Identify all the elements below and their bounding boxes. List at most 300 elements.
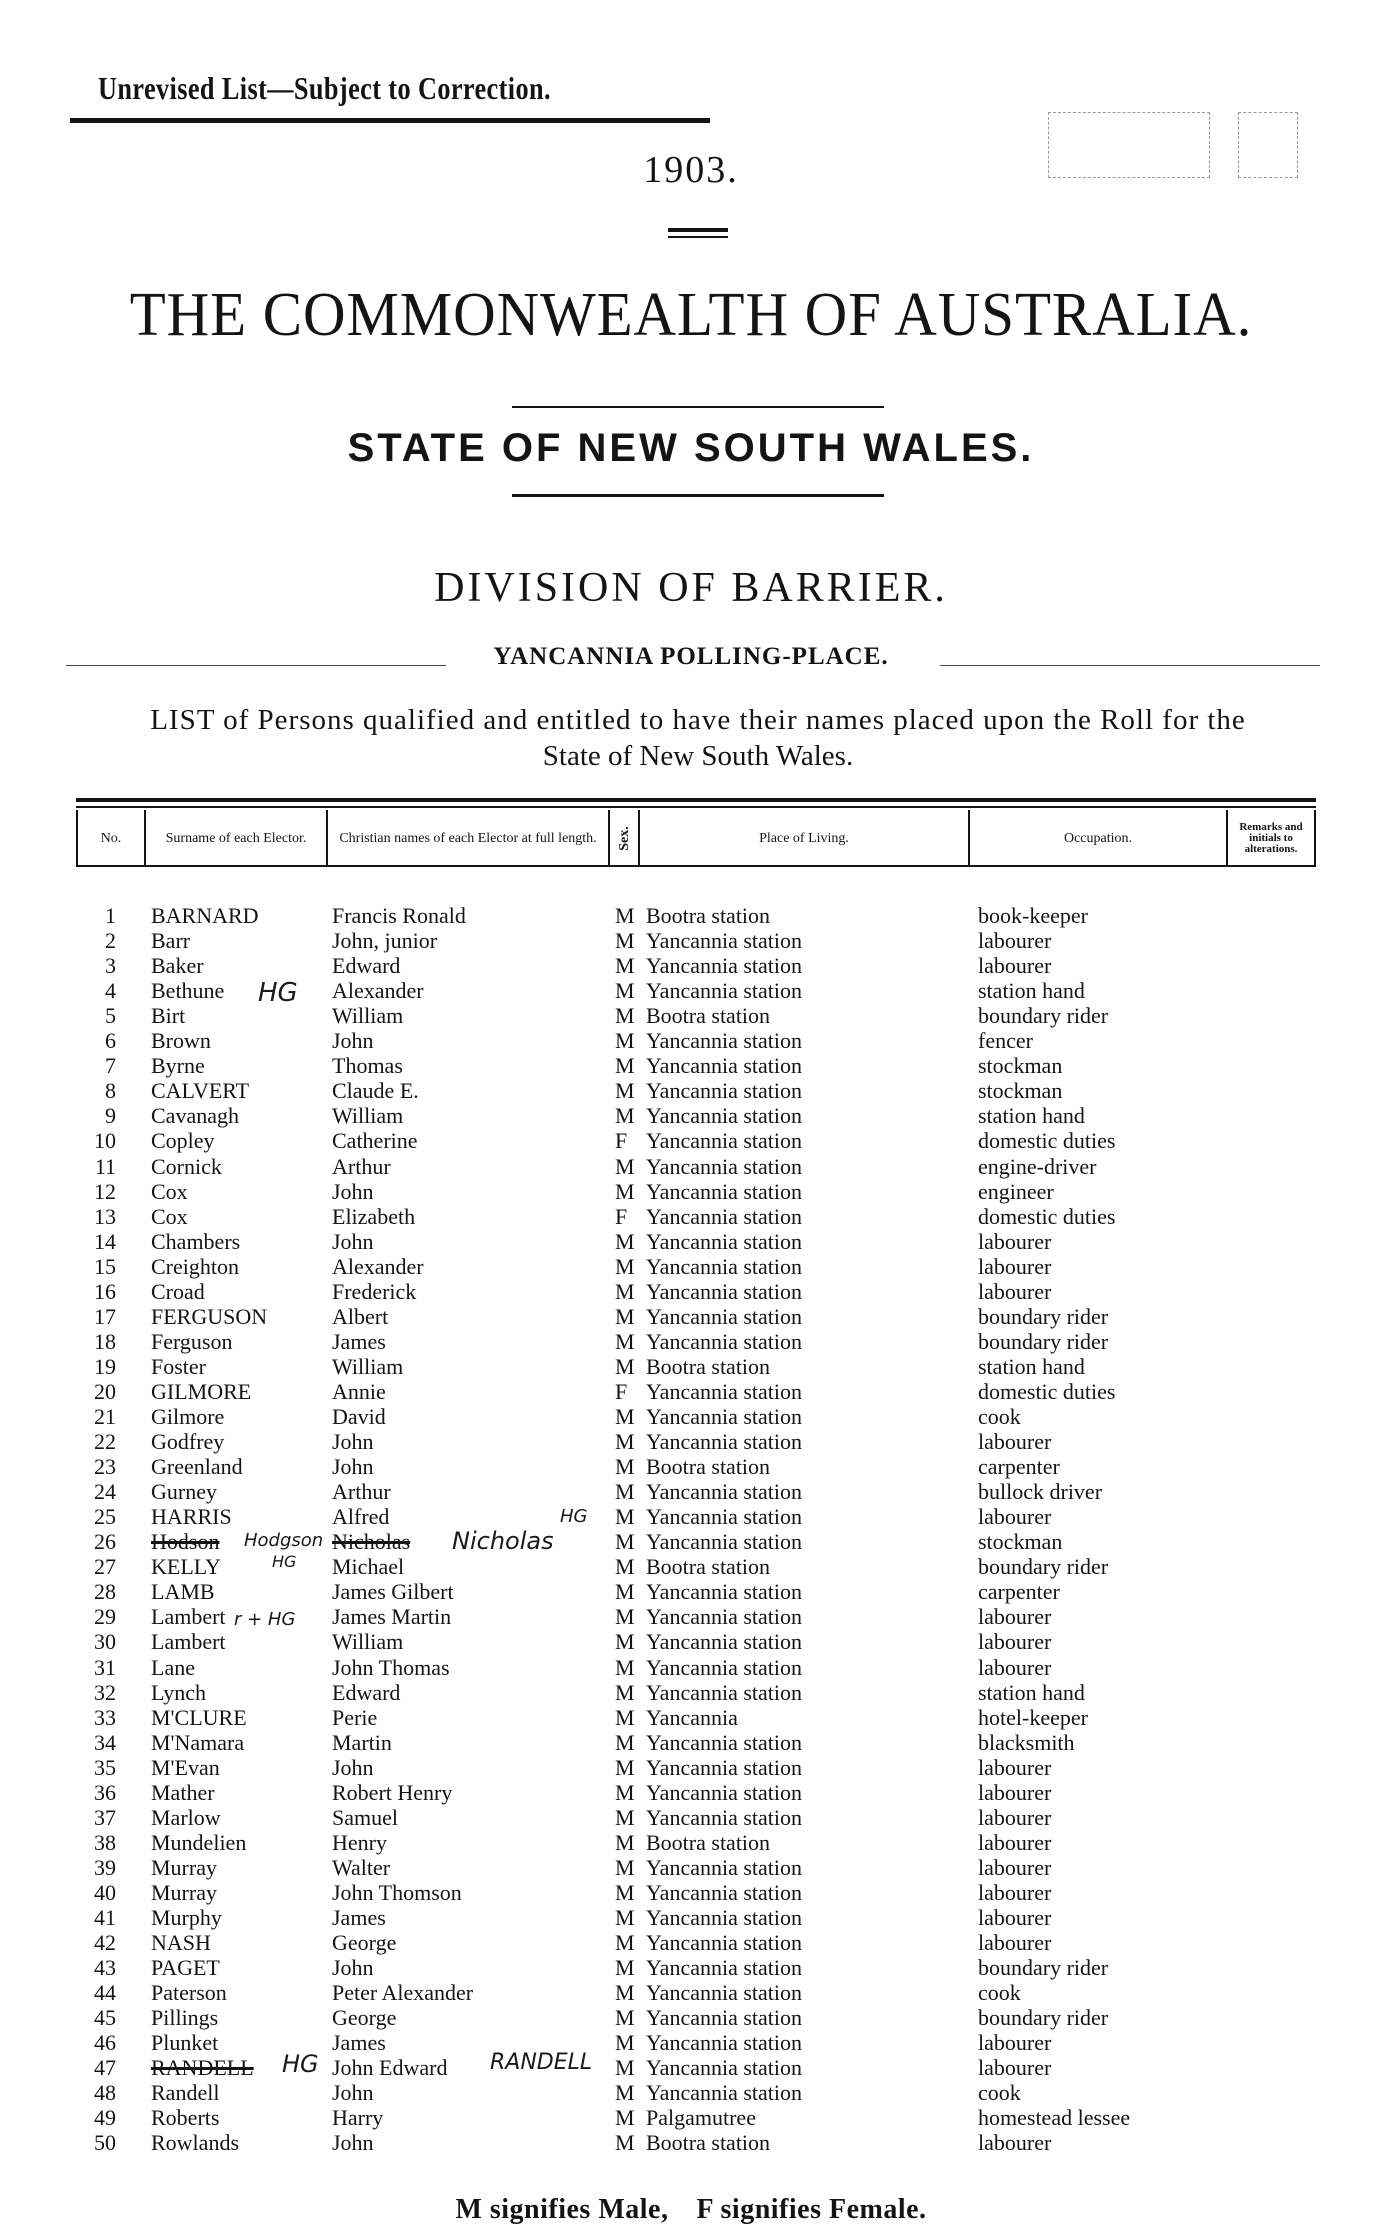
row-sex: M bbox=[615, 1804, 635, 1830]
divider bbox=[668, 236, 728, 238]
table-top-rule bbox=[76, 798, 1316, 802]
row-number: 21 bbox=[94, 1404, 116, 1429]
row-christian-names: James bbox=[332, 1905, 386, 1930]
row-place-of-living: Yancannia station bbox=[646, 1053, 803, 1079]
row-place-of-living: Yancannia station bbox=[646, 1504, 803, 1530]
row-christian-names: Henry bbox=[332, 1829, 387, 1855]
row-place-of-living: Yancannia station bbox=[646, 953, 803, 979]
row-place-of-living: Yancannia station bbox=[646, 1278, 803, 1304]
row-place-of-living: Yancannia station bbox=[646, 1930, 803, 1956]
row-sex: M bbox=[615, 1303, 635, 1329]
row-sex: M bbox=[615, 1003, 635, 1029]
row-number: 1 bbox=[105, 903, 116, 928]
row-surname: Copley bbox=[151, 1128, 215, 1154]
row-sex: M bbox=[615, 1103, 635, 1129]
handwritten-initials: HG bbox=[258, 978, 298, 1008]
row-christian-names: John bbox=[332, 1228, 374, 1254]
row-surname: Plunket bbox=[151, 2030, 219, 2056]
row-sex: M bbox=[615, 1905, 635, 1930]
row-surname: Marlow bbox=[151, 1804, 221, 1830]
row-christian-names: Arthur bbox=[332, 1153, 391, 1179]
row-occupation: labourer bbox=[978, 1228, 1052, 1254]
row-number: 37 bbox=[94, 1804, 116, 1830]
handwritten-initials: HG bbox=[560, 1506, 588, 1527]
row-number: 19 bbox=[94, 1353, 116, 1379]
row-occupation: boundary rider bbox=[978, 1328, 1109, 1354]
row-surname: Lambert bbox=[151, 1629, 226, 1655]
table-row bbox=[0, 2030, 1382, 2055]
table-row bbox=[0, 1830, 1382, 1855]
row-surname: M'Evan bbox=[151, 1754, 220, 1780]
row-surname: PAGET bbox=[151, 1955, 220, 1981]
row-christian-names: Perie bbox=[332, 1704, 378, 1730]
table-row bbox=[0, 1179, 1382, 1204]
row-occupation: domestic duties bbox=[978, 1203, 1116, 1229]
row-christian-names: John bbox=[332, 1429, 374, 1455]
row-occupation: station hand bbox=[978, 1103, 1085, 1129]
row-sex: M bbox=[615, 978, 635, 1004]
row-christian-names: James bbox=[332, 2030, 386, 2056]
row-sex: M bbox=[615, 2130, 635, 2156]
row-christian-names: Nicholas bbox=[332, 1529, 411, 1555]
row-surname: Brown bbox=[151, 1028, 211, 1054]
row-occupation: fencer bbox=[978, 1028, 1033, 1054]
row-number: 41 bbox=[94, 1905, 116, 1930]
handwritten-surname-correction: Hodgson bbox=[244, 1530, 324, 1551]
row-number: 45 bbox=[94, 2005, 116, 2031]
row-number: 49 bbox=[94, 2105, 116, 2131]
table-row bbox=[0, 1254, 1382, 1279]
row-sex: M bbox=[615, 1529, 635, 1555]
row-number: 12 bbox=[94, 1178, 116, 1204]
table-row bbox=[0, 2005, 1382, 2030]
row-surname: M'Namara bbox=[151, 1729, 245, 1755]
row-occupation: labourer bbox=[978, 1754, 1052, 1780]
division-heading: DIVISION OF BARRIER. bbox=[434, 565, 948, 611]
row-occupation: labourer bbox=[978, 953, 1052, 979]
row-number: 22 bbox=[94, 1429, 116, 1455]
row-christian-names: Walter bbox=[332, 1854, 391, 1880]
row-occupation: station hand bbox=[978, 1353, 1085, 1379]
sex-legend bbox=[0, 2194, 1382, 2226]
row-sex: M bbox=[615, 2055, 635, 2081]
row-occupation: labourer bbox=[978, 1429, 1052, 1455]
table-row bbox=[0, 1429, 1382, 1454]
row-place-of-living: Yancannia station bbox=[646, 2055, 803, 2081]
table-row bbox=[0, 1304, 1382, 1329]
row-surname: Gurney bbox=[151, 1479, 217, 1505]
row-place-of-living: Yancannia station bbox=[646, 1203, 803, 1229]
row-number: 7 bbox=[105, 1053, 116, 1079]
row-surname: Ferguson bbox=[151, 1328, 233, 1354]
row-surname: Lane bbox=[151, 1654, 195, 1680]
row-surname: Mather bbox=[151, 1779, 215, 1805]
row-occupation: carpenter bbox=[978, 1579, 1060, 1605]
row-number: 18 bbox=[94, 1328, 116, 1354]
row-occupation: bullock driver bbox=[978, 1479, 1103, 1505]
row-place-of-living: Yancannia station bbox=[646, 1879, 803, 1905]
row-surname: Gilmore bbox=[151, 1404, 225, 1429]
row-number: 50 bbox=[94, 2130, 116, 2156]
row-sex: M bbox=[615, 1654, 635, 1680]
row-sex: M bbox=[615, 1579, 635, 1605]
row-christian-names: Thomas bbox=[332, 1053, 403, 1079]
row-place-of-living: Yancannia station bbox=[646, 1955, 803, 1981]
row-christian-names: Michael bbox=[332, 1554, 405, 1580]
row-occupation: labourer bbox=[978, 1779, 1052, 1805]
row-surname: Mundelien bbox=[151, 1829, 247, 1855]
divider bbox=[512, 406, 884, 408]
row-surname: Randell bbox=[151, 2080, 220, 2106]
table-top-rule bbox=[76, 806, 1316, 808]
row-number: 9 bbox=[105, 1103, 116, 1129]
table-row bbox=[0, 1454, 1382, 1479]
row-sex: F bbox=[615, 1378, 628, 1404]
table-row bbox=[0, 1204, 1382, 1229]
row-occupation: cook bbox=[978, 2080, 1021, 2106]
row-occupation: homestead lessee bbox=[978, 2105, 1131, 2131]
row-place-of-living: Yancannia station bbox=[646, 1103, 803, 1129]
row-place-of-living: Palgamutree bbox=[646, 2105, 756, 2131]
column-divider bbox=[1314, 810, 1316, 866]
handwritten-surname-correction: RANDELL bbox=[490, 2050, 593, 2075]
row-place-of-living: Bootra station bbox=[646, 903, 771, 928]
row-sex: M bbox=[615, 1980, 635, 2006]
row-surname: Cornick bbox=[151, 1153, 222, 1179]
row-christian-names: Alexander bbox=[332, 1253, 424, 1279]
row-number: 5 bbox=[105, 1003, 116, 1029]
row-sex: M bbox=[615, 2105, 635, 2131]
row-occupation: blacksmith bbox=[978, 1729, 1075, 1755]
row-surname: Croad bbox=[151, 1278, 205, 1304]
row-place-of-living: Yancannia station bbox=[646, 1905, 803, 1930]
divider bbox=[512, 494, 884, 497]
row-occupation: domestic duties bbox=[978, 1378, 1116, 1404]
row-place-of-living: Yancannia station bbox=[646, 1854, 803, 1880]
table-row bbox=[0, 1705, 1382, 1730]
year: 1903. bbox=[643, 149, 739, 191]
table-row bbox=[0, 2130, 1382, 2155]
table-row bbox=[0, 1655, 1382, 1680]
row-sex: M bbox=[615, 1479, 635, 1505]
row-occupation: domestic duties bbox=[978, 1128, 1116, 1154]
header-christian-names: Christian names of each Elector at full length. bbox=[339, 830, 597, 846]
row-christian-names: John bbox=[332, 1754, 374, 1780]
row-place-of-living: Yancannia station bbox=[646, 1028, 803, 1054]
row-christian-names: Robert Henry bbox=[332, 1779, 453, 1805]
row-number: 4 bbox=[105, 978, 116, 1004]
row-sex: F bbox=[615, 1128, 628, 1154]
row-occupation: boundary rider bbox=[978, 1955, 1109, 1981]
row-christian-names: John Edward bbox=[332, 2055, 448, 2081]
row-christian-names: Claude E. bbox=[332, 1078, 419, 1104]
row-sex: M bbox=[615, 1754, 635, 1780]
row-christian-names: John bbox=[332, 1454, 374, 1480]
row-number: 34 bbox=[94, 1729, 116, 1755]
table-row bbox=[0, 1930, 1382, 1955]
row-christian-names: Arthur bbox=[332, 1479, 391, 1505]
row-number: 10 bbox=[94, 1128, 116, 1154]
row-place-of-living: Bootra station bbox=[646, 1003, 771, 1029]
row-surname: Rowlands bbox=[151, 2130, 239, 2156]
row-sex: M bbox=[615, 1704, 635, 1730]
handwritten-initials: HG bbox=[282, 2050, 319, 2078]
document-title: THE COMMONWEALTH OF AUSTRALIA. bbox=[129, 281, 1253, 349]
table-row bbox=[0, 1154, 1382, 1179]
row-surname: FERGUSON bbox=[151, 1303, 268, 1329]
handwritten-initials: HG bbox=[272, 1552, 297, 1571]
handwritten-initials: r + HG bbox=[234, 1609, 296, 1630]
row-sex: M bbox=[615, 1328, 635, 1354]
row-number: 44 bbox=[94, 1980, 116, 2006]
row-surname: Cavanagh bbox=[151, 1103, 239, 1129]
row-sex: M bbox=[615, 1253, 635, 1279]
row-number: 27 bbox=[94, 1554, 116, 1580]
row-place-of-living: Bootra station bbox=[646, 1353, 771, 1379]
row-sex: M bbox=[615, 1629, 635, 1655]
row-christian-names: John bbox=[332, 1178, 374, 1204]
row-place-of-living: Yancannia station bbox=[646, 1804, 803, 1830]
row-occupation: station hand bbox=[978, 978, 1085, 1004]
row-number: 11 bbox=[94, 1153, 116, 1179]
row-place-of-living: Yancannia station bbox=[646, 1579, 803, 1605]
row-sex: M bbox=[615, 953, 635, 979]
row-surname: NASH bbox=[151, 1930, 211, 1956]
row-christian-names: John bbox=[332, 2130, 374, 2156]
table-row bbox=[0, 2105, 1382, 2130]
row-christian-names: William bbox=[332, 1629, 404, 1655]
header-sex bbox=[610, 812, 638, 864]
row-number: 8 bbox=[105, 1078, 116, 1104]
row-surname: Paterson bbox=[151, 1980, 227, 2006]
row-surname: Lynch bbox=[151, 1679, 206, 1705]
row-sex: M bbox=[615, 1053, 635, 1079]
row-place-of-living: Yancannia station bbox=[646, 2030, 803, 2056]
row-number: 40 bbox=[94, 1879, 116, 1905]
row-number: 47 bbox=[94, 2055, 116, 2081]
row-sex: M bbox=[615, 1504, 635, 1530]
row-surname: Lambert bbox=[151, 1604, 226, 1630]
row-surname: KELLY bbox=[151, 1554, 221, 1580]
row-christian-names: George bbox=[332, 1930, 397, 1956]
row-place-of-living: Yancannia station bbox=[646, 1779, 803, 1805]
row-number: 26 bbox=[94, 1529, 116, 1555]
row-christian-names: Samuel bbox=[332, 1804, 398, 1830]
row-occupation: carpenter bbox=[978, 1454, 1060, 1480]
row-occupation: stockman bbox=[978, 1053, 1063, 1079]
header-place-of-living: Place of Living. bbox=[759, 830, 849, 846]
notice-underline bbox=[70, 118, 710, 123]
table-row bbox=[0, 1128, 1382, 1153]
row-christian-names: David bbox=[332, 1404, 386, 1429]
row-sex: M bbox=[615, 2005, 635, 2031]
row-sex: M bbox=[615, 1228, 635, 1254]
row-christian-names: William bbox=[332, 1003, 404, 1029]
table-row bbox=[0, 1680, 1382, 1705]
row-surname: Godfrey bbox=[151, 1429, 225, 1455]
row-number: 23 bbox=[94, 1454, 116, 1480]
table-row bbox=[0, 953, 1382, 978]
row-surname: Cox bbox=[151, 1178, 188, 1204]
row-surname: Bethune bbox=[151, 978, 225, 1004]
row-christian-names: Francis Ronald bbox=[332, 903, 466, 928]
row-number: 46 bbox=[94, 2030, 116, 2056]
row-surname: Murray bbox=[151, 1879, 217, 1905]
row-christian-names: Alfred bbox=[332, 1504, 390, 1530]
row-number: 15 bbox=[94, 1253, 116, 1279]
row-place-of-living: Yancannia station bbox=[646, 1529, 803, 1555]
row-sex: M bbox=[615, 1879, 635, 1905]
row-sex: M bbox=[615, 2030, 635, 2056]
row-surname: Pillings bbox=[151, 2005, 219, 2031]
row-sex: M bbox=[615, 1854, 635, 1880]
row-number: 29 bbox=[94, 1604, 116, 1630]
row-number: 30 bbox=[94, 1629, 116, 1655]
table-row bbox=[0, 1479, 1382, 1504]
row-place-of-living: Bootra station bbox=[646, 2130, 771, 2156]
row-sex: M bbox=[615, 903, 635, 928]
table-head-rule bbox=[76, 865, 1316, 867]
row-number: 3 bbox=[105, 953, 116, 979]
row-christian-names: Catherine bbox=[332, 1128, 418, 1154]
row-christian-names: James Gilbert bbox=[332, 1579, 454, 1605]
header-remarks: Remarks and initials to alterations. bbox=[1239, 820, 1303, 855]
legend-male: M signifies Male, bbox=[455, 2194, 669, 2225]
intro-line-2: State of New South Wales. bbox=[542, 740, 854, 772]
row-christian-names: Edward bbox=[332, 1679, 401, 1705]
row-place-of-living: Yancannia station bbox=[646, 1980, 803, 2006]
row-surname: Birt bbox=[151, 1003, 186, 1029]
row-surname: HARRIS bbox=[151, 1504, 232, 1530]
row-sex: M bbox=[615, 1153, 635, 1179]
row-christian-names: Albert bbox=[332, 1303, 389, 1329]
row-occupation: labourer bbox=[978, 1854, 1052, 1880]
row-number: 25 bbox=[94, 1504, 116, 1530]
row-occupation: labourer bbox=[978, 2055, 1052, 2081]
row-surname: LAMB bbox=[151, 1579, 215, 1605]
row-occupation: stockman bbox=[978, 1529, 1063, 1555]
row-surname: Barr bbox=[151, 928, 191, 954]
row-place-of-living: Yancannia bbox=[646, 1704, 738, 1730]
table-row bbox=[0, 903, 1382, 928]
row-number: 14 bbox=[94, 1228, 116, 1254]
row-occupation: boundary rider bbox=[978, 2005, 1109, 2031]
table-row bbox=[0, 1629, 1382, 1654]
row-occupation: labourer bbox=[978, 1654, 1052, 1680]
intro-text bbox=[66, 702, 1330, 774]
row-christian-names: Frederick bbox=[332, 1278, 417, 1304]
row-sex: M bbox=[615, 1028, 635, 1054]
row-place-of-living: Yancannia station bbox=[646, 1429, 803, 1455]
row-sex: M bbox=[615, 1454, 635, 1480]
row-occupation: labourer bbox=[978, 1829, 1052, 1855]
notice-heading: Unrevised List—Subject to Correction. bbox=[98, 70, 551, 106]
row-christian-names: Alexander bbox=[332, 978, 424, 1004]
table-row bbox=[0, 1229, 1382, 1254]
row-christian-names: John Thomas bbox=[332, 1654, 450, 1680]
row-place-of-living: Bootra station bbox=[646, 1454, 771, 1480]
row-occupation: labourer bbox=[978, 1629, 1052, 1655]
row-surname: M'CLURE bbox=[151, 1704, 247, 1730]
row-occupation: engine-driver bbox=[978, 1153, 1097, 1179]
row-place-of-living: Yancannia station bbox=[646, 1679, 803, 1705]
row-number: 6 bbox=[105, 1028, 116, 1054]
row-number: 35 bbox=[94, 1754, 116, 1780]
row-sex: M bbox=[615, 1779, 635, 1805]
row-christian-names: Annie bbox=[332, 1378, 386, 1404]
row-occupation: station hand bbox=[978, 1679, 1085, 1705]
row-number: 39 bbox=[94, 1854, 116, 1880]
table-row bbox=[0, 1279, 1382, 1304]
row-place-of-living: Yancannia station bbox=[646, 1629, 803, 1655]
row-sex: M bbox=[615, 1178, 635, 1204]
row-place-of-living: Yancannia station bbox=[646, 1153, 803, 1179]
table-row bbox=[0, 978, 1382, 1003]
row-number: 32 bbox=[94, 1679, 116, 1705]
row-occupation: boundary rider bbox=[978, 1003, 1109, 1029]
row-occupation: labourer bbox=[978, 1253, 1052, 1279]
header-sex-label: Sex. bbox=[616, 825, 632, 851]
row-christian-names: Elizabeth bbox=[332, 1203, 416, 1229]
table-row bbox=[0, 1755, 1382, 1780]
table-row bbox=[0, 1028, 1382, 1053]
table-row bbox=[0, 2080, 1382, 2105]
row-sex: F bbox=[615, 1203, 628, 1229]
row-occupation: labourer bbox=[978, 1504, 1052, 1530]
row-sex: M bbox=[615, 1353, 635, 1379]
row-number: 20 bbox=[94, 1378, 116, 1404]
table-row bbox=[0, 1579, 1382, 1604]
row-christian-names: John bbox=[332, 1028, 374, 1054]
table-row bbox=[0, 1404, 1382, 1429]
row-surname: Byrne bbox=[151, 1053, 205, 1079]
row-place-of-living: Yancannia station bbox=[646, 1128, 803, 1154]
row-number: 33 bbox=[94, 1704, 116, 1730]
row-place-of-living: Yancannia station bbox=[646, 2080, 803, 2106]
row-sex: M bbox=[615, 1078, 635, 1104]
row-place-of-living: Yancannia station bbox=[646, 1604, 803, 1630]
row-surname: BARNARD bbox=[151, 903, 259, 928]
row-surname: CALVERT bbox=[151, 1078, 250, 1104]
row-occupation: hotel-keeper bbox=[978, 1704, 1088, 1730]
row-christian-names: James bbox=[332, 1328, 386, 1354]
table-row bbox=[0, 1730, 1382, 1755]
row-occupation: stockman bbox=[978, 1078, 1063, 1104]
row-occupation: engineer bbox=[978, 1178, 1054, 1204]
row-number: 13 bbox=[94, 1203, 116, 1229]
divider bbox=[668, 228, 728, 232]
table-row bbox=[0, 1980, 1382, 2005]
row-number: 43 bbox=[94, 1955, 116, 1981]
row-sex: M bbox=[615, 1930, 635, 1956]
row-christian-names: Edward bbox=[332, 953, 401, 979]
row-christian-names: Martin bbox=[332, 1729, 392, 1755]
row-surname: RANDELL bbox=[151, 2055, 254, 2081]
row-sex: M bbox=[615, 1429, 635, 1455]
table-row bbox=[0, 1855, 1382, 1880]
row-place-of-living: Yancannia station bbox=[646, 1404, 803, 1429]
row-christian-names: Peter Alexander bbox=[332, 1980, 474, 2006]
row-occupation: labourer bbox=[978, 2130, 1052, 2156]
row-sex: M bbox=[615, 1955, 635, 1981]
row-surname: Baker bbox=[151, 953, 204, 979]
table-row bbox=[0, 2055, 1382, 2080]
row-surname: GILMORE bbox=[151, 1378, 252, 1404]
header-occupation: Occupation. bbox=[1063, 830, 1133, 846]
row-christian-names: William bbox=[332, 1353, 404, 1379]
row-number: 16 bbox=[94, 1278, 116, 1304]
table-row bbox=[0, 1003, 1382, 1028]
